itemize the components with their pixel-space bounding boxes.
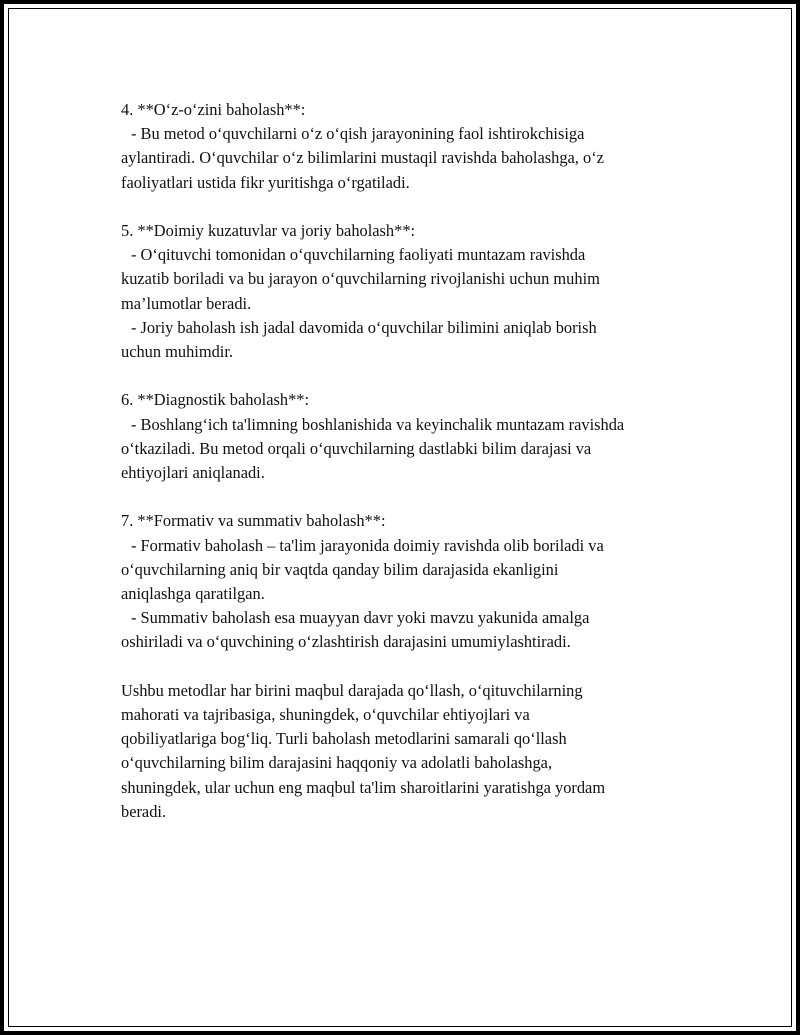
section-heading: 5. **Doimiy kuzatuvlar va joriy baholash**: xyxy=(121,221,416,240)
text-line: - Formativ baholash – ta'lim jarayonida doimiy ravishda olib boriladi va xyxy=(131,535,604,555)
text-line: shuningdek, ular uchun eng maqbul ta'lim sharoitlarini yaratishga yordam xyxy=(121,777,606,797)
section-heading: 4. **O‘z-o‘zini baholash**: xyxy=(121,100,306,119)
text-line: ehtiyojlari aniqlanadi. xyxy=(121,463,265,483)
text-line: aylantiradi. O‘quvchilar o‘z bilimlarini mustaqil ravishda baholashga, o‘z xyxy=(121,148,604,168)
text-line: - Boshlang‘ich ta'limning boshlanishida va keyinchalik muntazam ravishda xyxy=(131,414,625,434)
section-heading: 6. **Diagnostik baholash**: xyxy=(121,390,310,410)
section-6 xyxy=(121,388,681,485)
text-line: beradi. xyxy=(121,801,167,821)
text-line: faoliyatlari ustida fikr yuritishga o‘rgatiladi. xyxy=(121,172,410,192)
section-7 xyxy=(121,509,681,654)
section-heading: 7. **Formativ va summativ baholash**: xyxy=(121,511,386,531)
document-body xyxy=(121,98,681,848)
text-line: - Joriy baholash ish jadal davomida o‘quvchilar bilimini aniqlab borish xyxy=(131,317,597,337)
text-line: aniqlashga qaratilgan. xyxy=(121,584,265,604)
text-line: mahorati va tajribasiga, shuningdek, o‘quvchilar ehtiyojlari va xyxy=(121,705,530,725)
text-line: uchun muhimdir. xyxy=(121,342,233,362)
text-line: - O‘qituvchi tomonidan o‘quvchilarning faoliyati muntazam ravishda xyxy=(131,245,586,265)
section-5 xyxy=(121,219,681,364)
section-4 xyxy=(121,98,681,195)
text-line: o‘tkaziladi. Bu metod orqali o‘quvchilarning dastlabki bilim darajasi va xyxy=(121,438,592,458)
text-line: ma’lumotlar beradi. xyxy=(121,293,252,313)
text-line: kuzatib boriladi va bu jarayon o‘quvchilarning rivojlanishi uchun muhim xyxy=(121,269,600,289)
text-line: qobiliyatlariga bog‘liq. Turli baholash metodlarini samarali qo‘llash xyxy=(121,729,567,749)
conclusion-paragraph xyxy=(121,679,681,824)
text-line: - Summativ baholash esa muayyan davr yoki mavzu yakunida amalga xyxy=(131,608,590,628)
text-line: o‘quvchilarning bilim darajasini haqqoniy va adolatli baholashga, xyxy=(121,753,553,773)
text-line: Ushbu metodlar har birini maqbul darajada qo‘llash, o‘qituvchilarning xyxy=(121,680,583,700)
text-line: o‘quvchilarning aniq bir vaqtda qanday bilim darajasida ekanligini xyxy=(121,559,559,579)
text-line: - Bu metod o‘quvchilarni o‘z o‘qish jarayonining faol ishtirokchisiga xyxy=(131,124,585,144)
text-line: oshiriladi va o‘quvchining o‘zlashtirish darajasini umumiylashtiradi. xyxy=(121,632,571,652)
